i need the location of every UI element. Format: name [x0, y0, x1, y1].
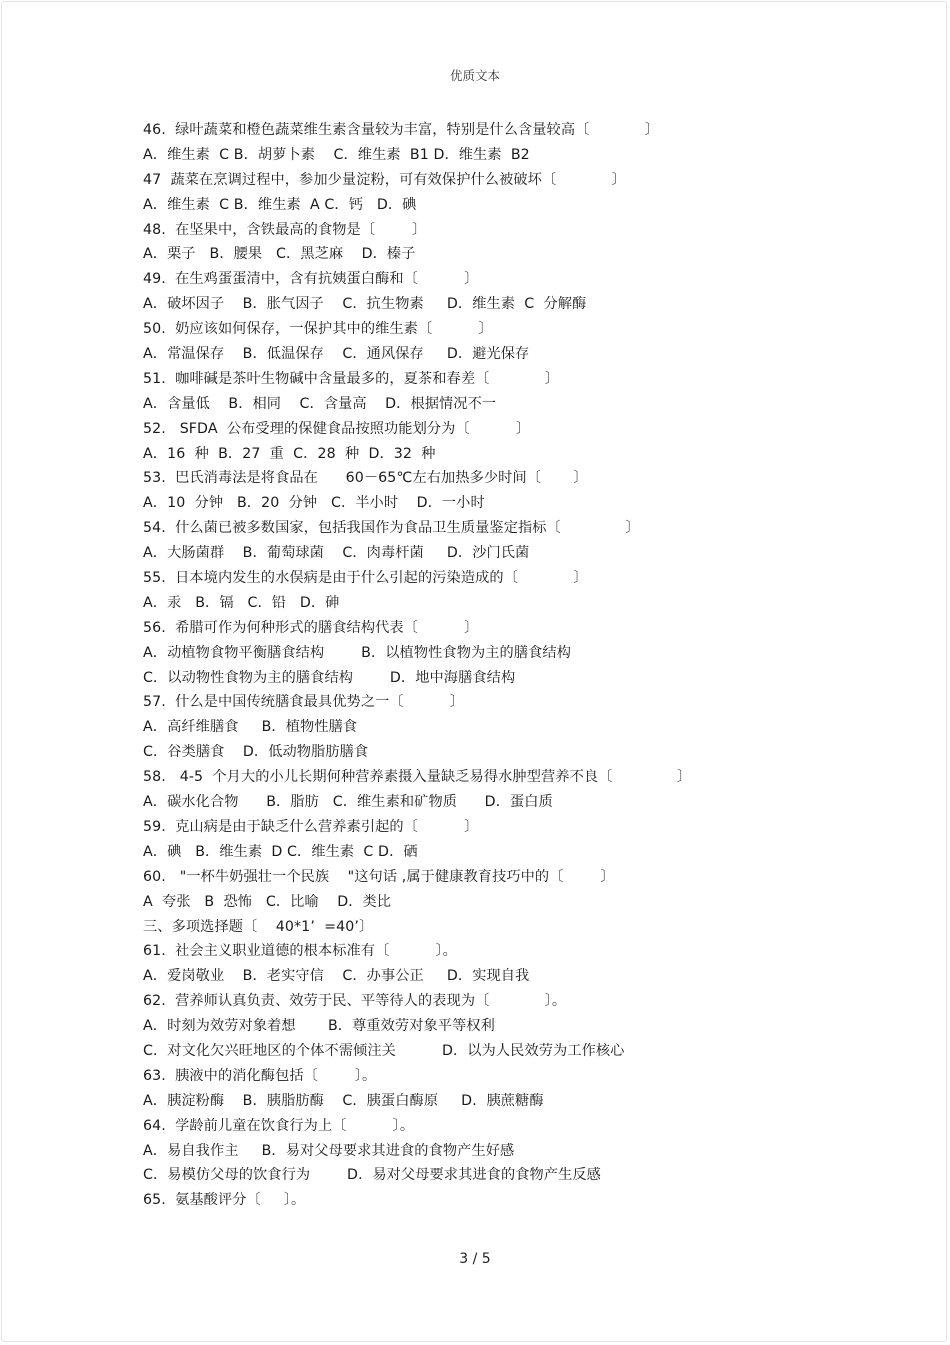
text-line: 48. 在坚果中，含铁最高的食物是〔 〕 [143, 221, 427, 238]
text-line: 50. 奶应该如何保存，一保护其中的维生素〔 〕 [143, 321, 493, 338]
text-line: 64. 学龄前儿童在饮食行为上〔 〕。 [143, 1117, 415, 1134]
text-line: A．胰淀粉酶 B．胰脂肪酶 C．胰蛋白酶原 D．胰蔗糖酶 [143, 1092, 544, 1109]
text-line: 55. 日本境内发生的水俣病是由于什么引起的污染造成的〔 〕 [143, 570, 588, 587]
text-line: 54. 什么菌已被多数国家，包括我国作为食品卫生质量鉴定指标〔 〕 [143, 520, 640, 537]
text-line: A．含量低 B．相同 C．含量高 D．根据情况不一 [143, 395, 497, 412]
text-line: A．动植物食物平衡膳食结构 B．以植物性食物为主的膳食结构 [143, 644, 571, 661]
text-line: A．碘 B．维生素 D C．维生素 C D．硒 [143, 843, 418, 860]
text-line: A．16 种 B．27 重 C．28 种 D．32 种 [143, 445, 436, 462]
text-line: C．谷类膳食 D．低动物脂肪膳食 [143, 744, 369, 761]
text-line: 63. 胰液中的消化酶包括〔 〕。 [143, 1067, 377, 1084]
text-line: 53. 巴氏消毒法是将食品在 60－65℃左右加热多少时间〔 〕 [143, 470, 588, 487]
text-line: 49. 在生鸡蛋蛋清中，含有抗姨蛋白酶和〔 〕 [143, 271, 479, 288]
text-line: A．栗子 B．腰果 C．黑芝麻 D．榛子 [143, 246, 416, 263]
text-line: A 夸张 B 恐怖 C．比喻 D．类比 [143, 893, 392, 910]
text-line: A．大肠菌群 B．葡萄球菌 C．肉毒杆菌 D．沙门氏菌 [143, 545, 530, 562]
text-line: C．对文化欠兴旺地区的个体不需倾注关 D．以为人民效劳为工作核心 [143, 1042, 625, 1059]
text-line: 46. 绿叶蔬菜和橙色蔬菜维生素含量较为丰富，特别是什么含量较高〔 〕 [143, 122, 660, 138]
text-line: 47 蔬菜在烹调过程中，参加少量淀粉，可有效保护什么被破坏〔 〕 [143, 171, 626, 188]
text-line: A．汞 B．镉 C．铅 D．砷 [143, 594, 340, 611]
text-line: A．维生素 C B．维生素 A C．钙 D．碘 [143, 196, 417, 213]
text-line: A．常温保存 B．低温保存 C．通风保存 D．避光保存 [143, 346, 530, 363]
text-line: A．10 分钟 B．20 分钟 C．半小时 D．一小时 [143, 495, 485, 512]
text-line: 51. 咖啡碱是茶叶生物碱中含量最多的，夏茶和春差〔 〕 [143, 370, 560, 387]
text-line: A．碳水化合物 B．脂肪 C．维生素和矿物质 D．蛋白质 [143, 794, 553, 811]
text-line: A．破坏因子 B．胀气因子 C．抗生物素 D．维生素 C 分解酶 [143, 296, 587, 313]
page-header: 优质文本 [449, 68, 500, 83]
text-line: A．时刻为效劳对象着想 B．尊重效劳对象平等权利 [143, 1018, 495, 1035]
text-line: 三、多项选择题〔 40*1’ =40’〕 [143, 918, 374, 935]
text-line: A．爱岗敬业 B．老实守信 C．办事公正 D．实现自我 [143, 968, 530, 985]
text-line: 59. 克山病是由于缺乏什么营养素引起的〔 〕 [143, 818, 479, 835]
page-number: 3 / 5 [459, 1251, 491, 1267]
text-line: 61. 社会主义职业道德的根本标准有〔 〕。 [143, 943, 457, 960]
text-line: 65. 氨基酸评分〔 〕。 [143, 1192, 306, 1209]
text-line: 58. 4-5 个月大的小儿长期何种营养素摄入量缺乏易得水肿型营养不良〔 〕 [143, 769, 692, 786]
text-line: A．高纤维膳食 B．植物性膳食 [143, 719, 358, 736]
text-line: 52. SFDA 公布受理的保健食品按照功能划分为〔 〕 [143, 420, 531, 437]
text-line: 57. 什么是中国传统膳食最具优势之一〔 〕 [143, 694, 465, 711]
text-line: A．易自我作主 B．易对父母要求其进食的食物产生好感 [143, 1142, 515, 1159]
text-line: A．维生素 C B．胡萝卜素 C．维生素 B1 D．维生素 B2 [143, 146, 530, 163]
text-line: C．以动物性食物为主的膳食结构 D．地中海膳食结构 [143, 669, 516, 686]
text-line: 62. 营养师认真负责、效劳于民、平等待人的表现为〔 〕。 [143, 993, 567, 1010]
text-line: C．易模仿父母的饮食行为 D．易对父母要求其进食的食物产生反感 [143, 1167, 601, 1184]
text-line: 56. 希腊可作为何种形式的膳食结构代表〔 〕 [143, 619, 479, 636]
text-line: 60. "一杯牛奶强壮一个民族 "这句话 ,属于健康教育技巧中的〔 〕 [143, 868, 615, 885]
document-body [143, 118, 883, 1213]
